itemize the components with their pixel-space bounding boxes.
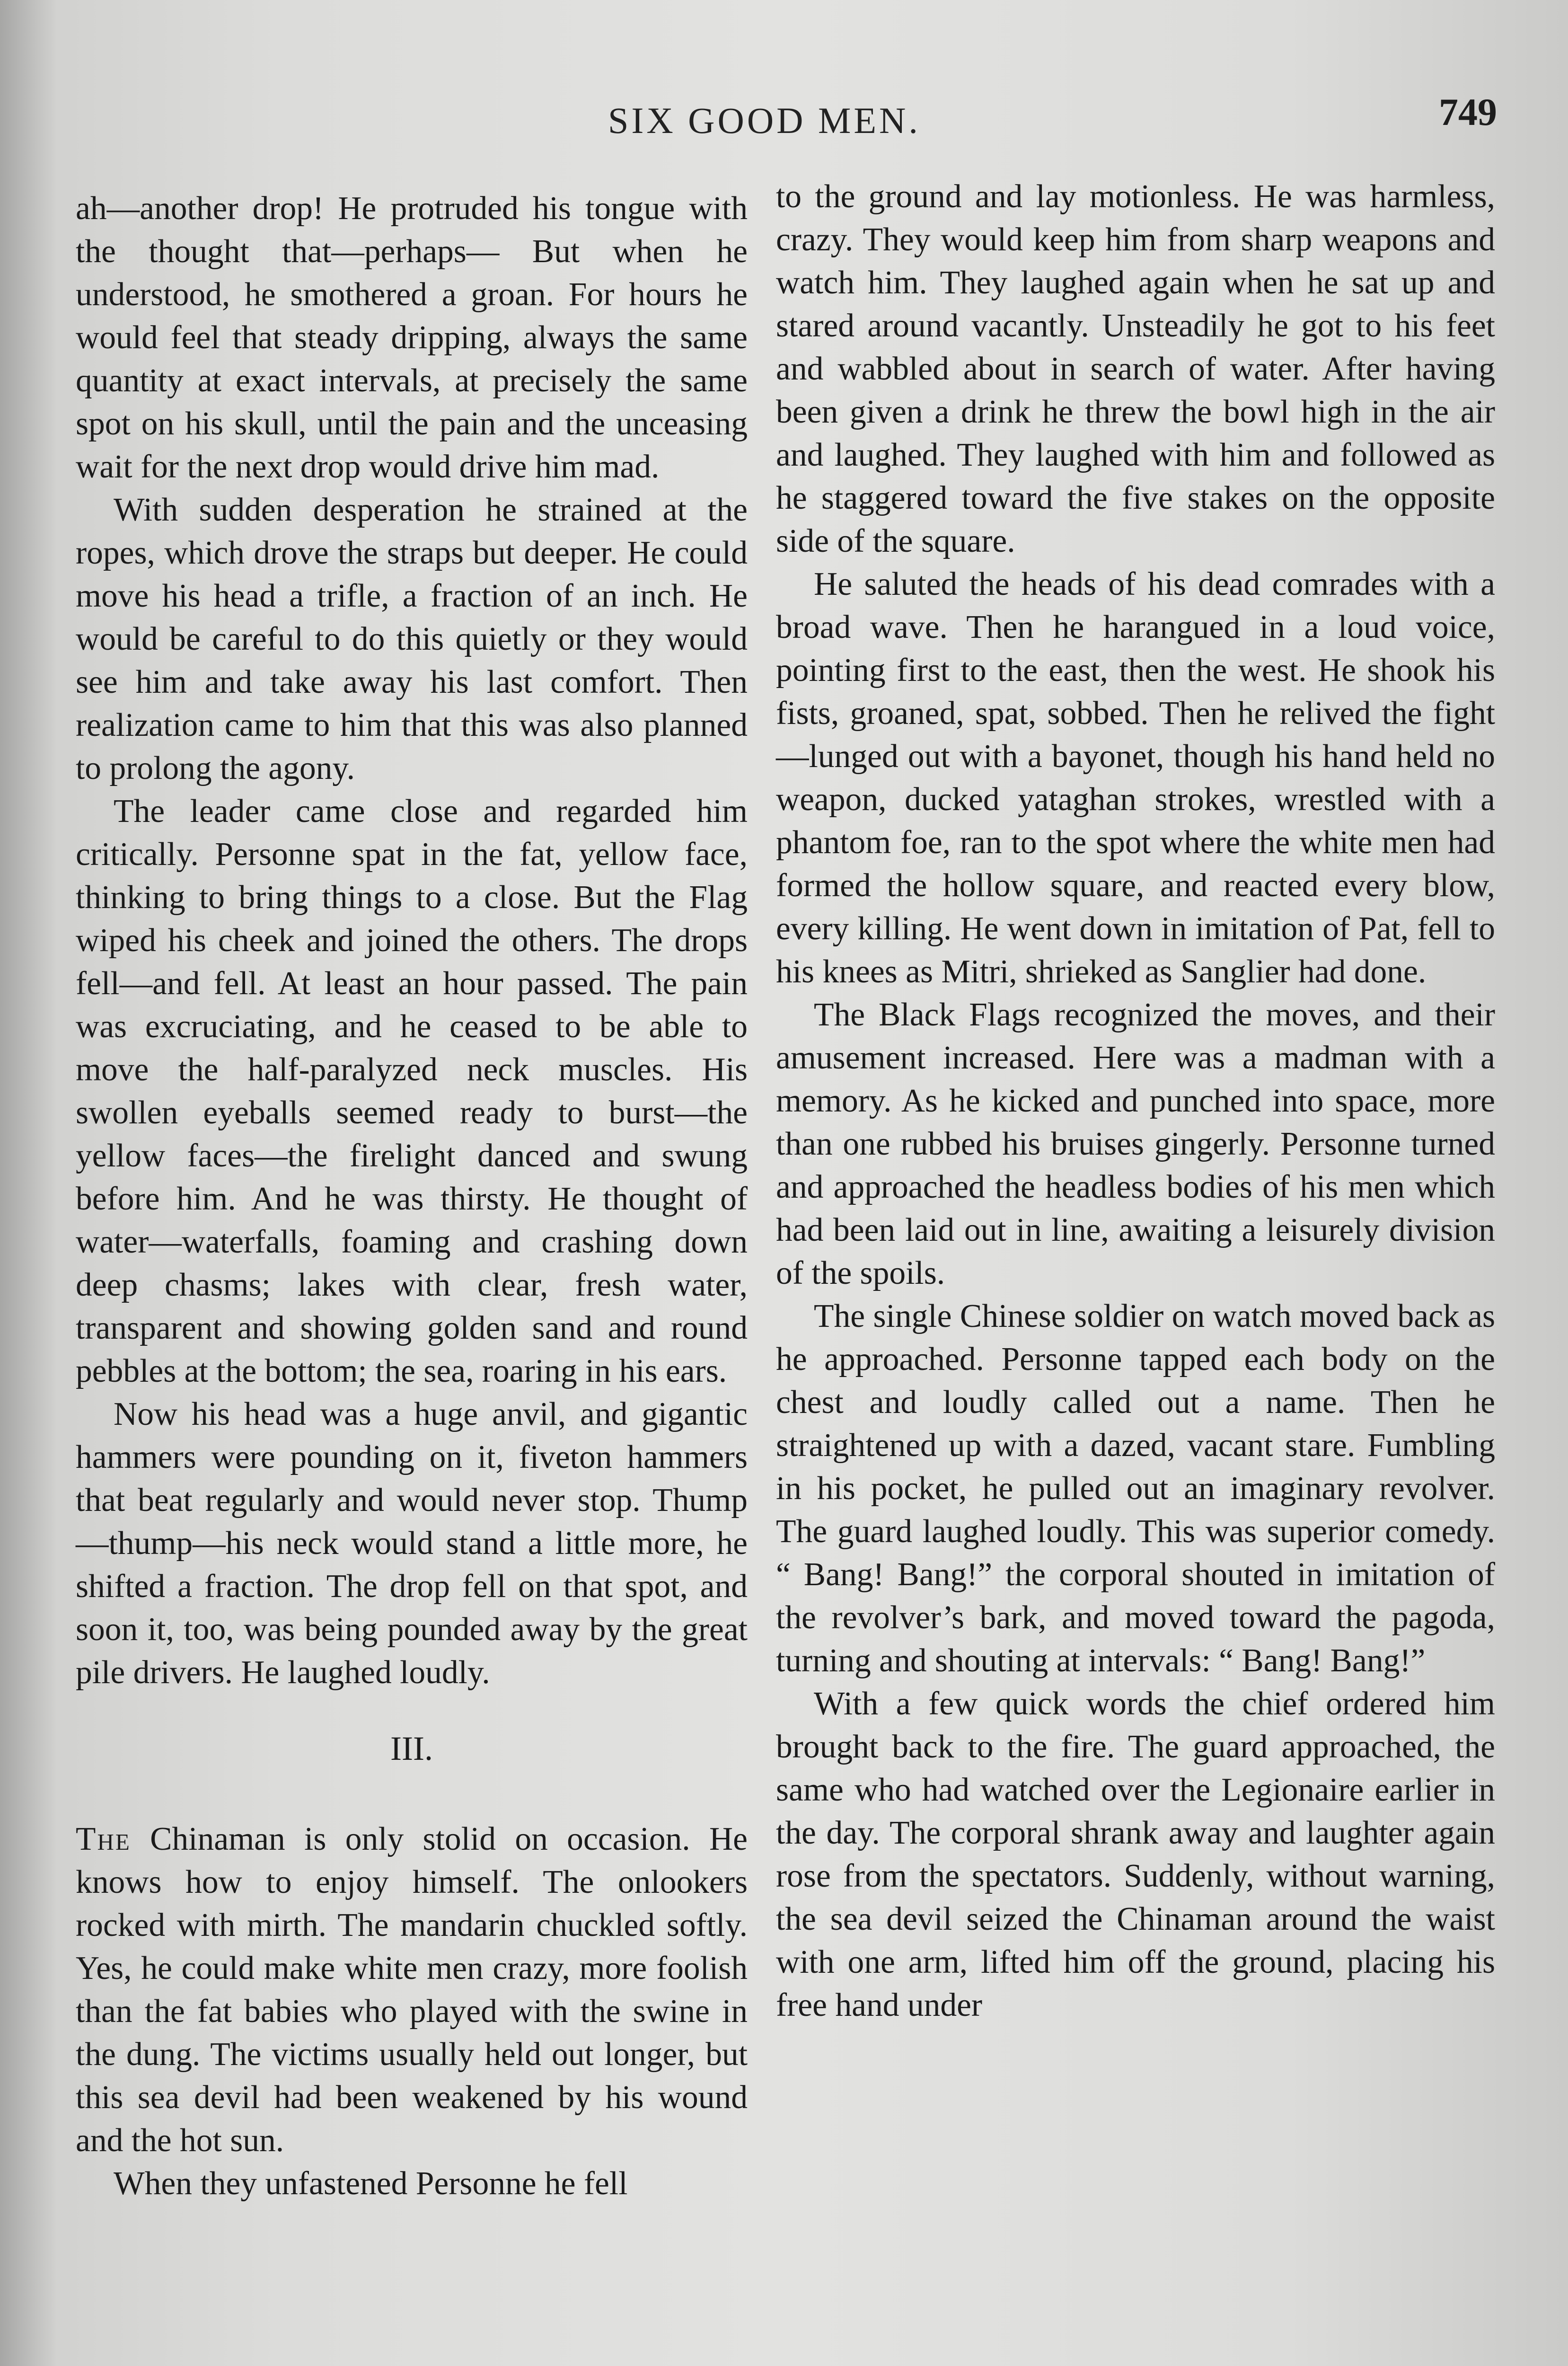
right-column [776, 175, 1495, 2027]
section-paragraph-text: Chinaman is only stolid on occasion. He knows how to enjoy himself. The onlookers rocked with mirth. The mandarin chuckled softly. Yes, he could make white men crazy, more foolish than the fat babies who played with the swine in the dung. The victims usually held out longer, but this sea devil had been weakened by his wound and the hot sun. [76, 1821, 748, 2159]
paragraph: With sudden desperation he strained at the ropes, which drove the straps but deeper. He could move his head a trifle, a fraction of an inch. He would be careful to do this quietly or they would see him and take away his last comfort. Then realization came to him that this was also planned to prolong the agony. [76, 492, 748, 786]
paragraph: With a few quick words the chief ordered him brought back to the fire. The guard approached, the same who had watched over the Legionaire earlier in the day. The corporal shrank away and laughter again rose from the spectators. Suddenly, without warning, the sea devil seized the Chinaman around the waist with one arm, lifted him off the ground, placing his free hand under [776, 1686, 1495, 2023]
paragraph: to the ground and lay motionless. He was harmless, crazy. They would keep him from sharp weapons and watch him. They laughed again when he sat up and stared around vacantly. Unsteadily he got to his feet and wabbled about in search of water. After having been given a drink he threw the bowl high in the air and laughed. They laughed with him and followed as he staggered toward the five stakes on the opposite side of the square. [776, 178, 1495, 559]
page-header [0, 90, 1568, 147]
section-lead-word: The [76, 1821, 131, 1857]
paragraph: Now his head was a huge anvil, and gigantic hammers were pounding on it, fiveton hammers that beat regularly and would never stop. Thump—thump—his neck would stand a little more, he shifted a fraction. The drop fell on that spot, and soon it, too, was being pounded away by the great pile drivers. He laughed loudly. [76, 1396, 748, 1691]
paragraph: The leader came close and regarded him critically. Personne spat in the fat, yellow face, thinking to bring things to a close. But the Flag wiped his cheek and joined the others. The drops fell—and fell. At least an hour passed. The pain was excruciating, and he ceased to be able to move the half-paralyzed neck muscles. His swollen eyeballs seemed ready to burst—the yellow faces—the firelight danced and swung before him. And he was thirsty. He thought of water—waterfalls, foaming and crashing down deep chasms; lakes with clear, fresh water, transparent and showing golden sand and round pebbles at the bottom; the sea, roaring in his ears. [76, 793, 748, 1389]
page-edge-shadow [0, 0, 57, 2366]
paragraph: The single Chinese soldier on watch moved back as he approached. Personne tapped each body on the chest and loudly called out a name. Then he straightened up with a dazed, vacant stare. Fumbling in his pocket, he pulled out an imaginary revolver. The guard laughed loudly. This was superior comedy. “ Bang! Bang!” the corporal shouted in imitation of the revolver’s bark, and moved toward the pagoda, turning and shouting at intervals: “ Bang! Bang!” [776, 1298, 1495, 1679]
section-heading: III. [390, 1730, 433, 1767]
section-first-paragraph [76, 1818, 748, 2162]
page-number: 749 [1439, 90, 1497, 133]
paragraph: When they unfastened Personne he fell [114, 2165, 628, 2202]
paragraph: The Black Flags recognized the moves, and their amusement increased. Here was a madman with a memory. As he kicked and punched into space, more than one rubbed his bruises gingerly. Personne turned and approached the headless bodies of his men which had been laid out in line, awaiting a leisurely division of the spoils. [776, 997, 1495, 1291]
paragraph: He saluted the heads of his dead comrades with a broad wave. Then he harangued in a loud voice, pointing first to the east, then the west. He shook his fists, groaned, spat, sobbed. Then he relived the fight—lunged out with a bayonet, though his hand held no weapon, ducked yataghan strokes, wrestled with a phantom foe, ran to the spot where the white men had formed the hollow square, and reacted every blow, every killing. He went down in imitation of Pat, fell to his knees as Mitri, shrieked as Sanglier had done. [776, 566, 1495, 990]
running-head: SIX GOOD MEN. [608, 100, 921, 141]
left-column [76, 187, 748, 2205]
paragraph: ah—another drop! He protruded his tongue with the thought that—perhaps— But when he understood, he smothered a groan. For hours he would feel that steady dripping, always the same quantity at exact intervals, at precisely the same spot on his skull, until the pain and the unceasing wait for the next drop would drive him mad. [76, 190, 748, 485]
